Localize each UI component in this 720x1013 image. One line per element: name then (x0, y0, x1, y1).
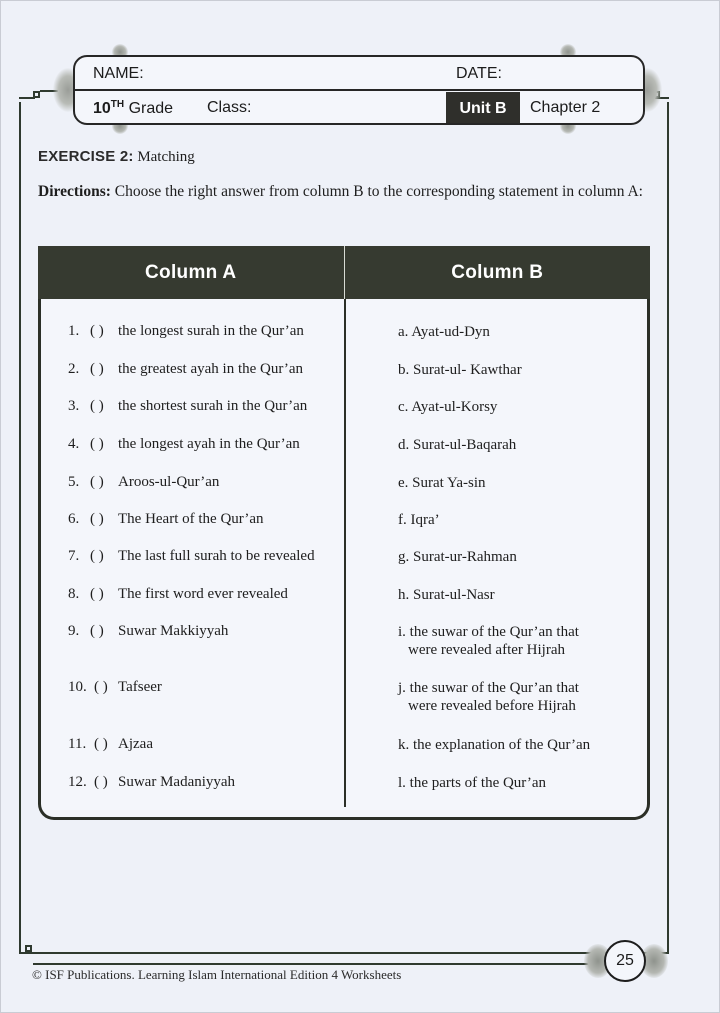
page-number: 25 (604, 940, 646, 982)
statement (68, 361, 303, 378)
option-text: d. Surat-ul-Baqarah (398, 437, 517, 453)
student-info-header (73, 55, 645, 125)
grade-word: Grade (128, 100, 174, 117)
name-label: NAME: (93, 65, 144, 82)
row-number: 10. (68, 679, 87, 695)
answer-blank[interactable]: ( ) (90, 398, 104, 414)
directions-label: Directions: (38, 183, 111, 200)
answer-option (398, 679, 579, 715)
directions-text: Choose the right answer from column B to the corresponding statement in column A: (114, 183, 643, 200)
option-text-continued: were revealed after Hijrah (408, 642, 565, 658)
option-text: h. Surat-ul-Nasr (398, 587, 495, 603)
row-number: 5. (68, 474, 80, 490)
option-text: i. the suwar of the Qur’an that (398, 624, 579, 640)
footer-rule (33, 963, 589, 965)
statement (68, 548, 315, 565)
unit-badge: Unit B (446, 92, 520, 125)
row-number: 3. (68, 398, 80, 414)
answer-blank[interactable]: ( ) (94, 774, 108, 790)
grade-number: 10 (93, 100, 111, 117)
answer-option (398, 774, 546, 792)
answer-blank[interactable]: ( ) (90, 436, 104, 452)
answer-option (398, 623, 579, 659)
option-text: j. the suwar of the Qur’an that (398, 680, 579, 696)
statement-text: Tafseer (118, 679, 162, 695)
row-number: 4. (68, 436, 80, 452)
option-text: l. the parts of the Qur’an (398, 775, 547, 791)
grade-suffix: TH (110, 99, 125, 110)
option-text: a. Ayat-ud-Dyn (398, 324, 490, 340)
answer-option (398, 398, 497, 416)
exercise-type: Matching (137, 149, 195, 165)
row-number: 12. (68, 774, 87, 790)
statement-text: the greatest ayah in the Qur’an (118, 361, 304, 377)
row-number: 9. (68, 623, 80, 639)
frame-connector (19, 97, 35, 99)
column-b-header: Column B (451, 261, 544, 283)
statement-text: the longest ayah in the Qur’an (118, 436, 300, 452)
statement-text: The Heart of the Qur’an (118, 511, 264, 527)
answer-option (398, 436, 516, 454)
row-number: 1. (68, 323, 80, 339)
answer-blank[interactable]: ( ) (94, 736, 108, 752)
option-text: f. Iqra’ (398, 512, 440, 528)
answer-option (398, 511, 440, 529)
statement-text: The last full surah to be revealed (118, 548, 315, 564)
answer-blank[interactable]: ( ) (90, 548, 104, 564)
statement (68, 436, 300, 453)
table-header (38, 246, 650, 299)
answer-option (398, 548, 517, 566)
row-number: 2. (68, 361, 80, 377)
class-label: Class: (207, 99, 252, 116)
grade-class-row (75, 92, 643, 125)
exercise-title (38, 148, 195, 166)
option-text-continued: were revealed before Hijrah (408, 698, 576, 714)
statement-text: Aroos-ul-Qur’an (118, 474, 220, 490)
statement (68, 398, 307, 415)
statement (68, 474, 219, 491)
answer-blank[interactable]: ( ) (90, 323, 104, 339)
answer-blank[interactable]: ( ) (90, 474, 104, 490)
row-number: 8. (68, 586, 80, 602)
answer-option (398, 736, 590, 754)
statement-text: Suwar Madaniyyah (118, 774, 236, 790)
option-text: b. Surat-ul- Kawthar (398, 362, 522, 378)
option-text: g. Surat-ur-Rahman (398, 549, 517, 565)
statement (68, 586, 288, 603)
answer-option (398, 323, 490, 341)
row-number: 6. (68, 511, 80, 527)
answer-blank[interactable]: ( ) (90, 623, 104, 639)
exercise-number: EXERCISE 2: (38, 148, 134, 165)
statement (68, 511, 264, 528)
chapter-label: Chapter 2 (530, 99, 601, 116)
answer-option (398, 474, 486, 492)
statement (68, 623, 228, 640)
statement (68, 774, 235, 791)
answer-blank[interactable]: ( ) (90, 586, 104, 602)
date-label: DATE: (456, 65, 502, 82)
answer-blank[interactable]: ( ) (90, 361, 104, 377)
answer-option (398, 361, 522, 379)
statement-text: the shortest surah in the Qur’an (118, 398, 308, 414)
statement (68, 736, 153, 753)
statement-text: Suwar Makkiyyah (118, 623, 229, 639)
statement (68, 323, 304, 340)
copyright: © ISF Publications. Learning Islam International Edition 4 Worksheets (32, 967, 402, 982)
grade-label (93, 99, 173, 118)
answer-blank[interactable]: ( ) (94, 679, 108, 695)
option-text: k. the explanation of the Qur’an (398, 737, 591, 753)
row-number: 7. (68, 548, 80, 564)
directions (38, 183, 643, 201)
option-text: c. Ayat-ul-Korsy (398, 399, 498, 415)
statement (68, 679, 162, 696)
statement-text: The first word ever revealed (118, 586, 288, 602)
name-date-row (75, 57, 643, 91)
frame-corner-knot-icon (25, 945, 32, 952)
statement-text: the longest surah in the Qur’an (118, 323, 304, 339)
answer-blank[interactable]: ( ) (90, 511, 104, 527)
matching-table (38, 246, 650, 820)
option-text: e. Surat Ya-sin (398, 475, 486, 491)
answer-option (398, 586, 495, 604)
column-divider (344, 299, 346, 807)
row-number: 11. (68, 736, 87, 752)
column-a-header: Column A (38, 246, 345, 299)
statement-text: Ajzaa (118, 736, 153, 752)
